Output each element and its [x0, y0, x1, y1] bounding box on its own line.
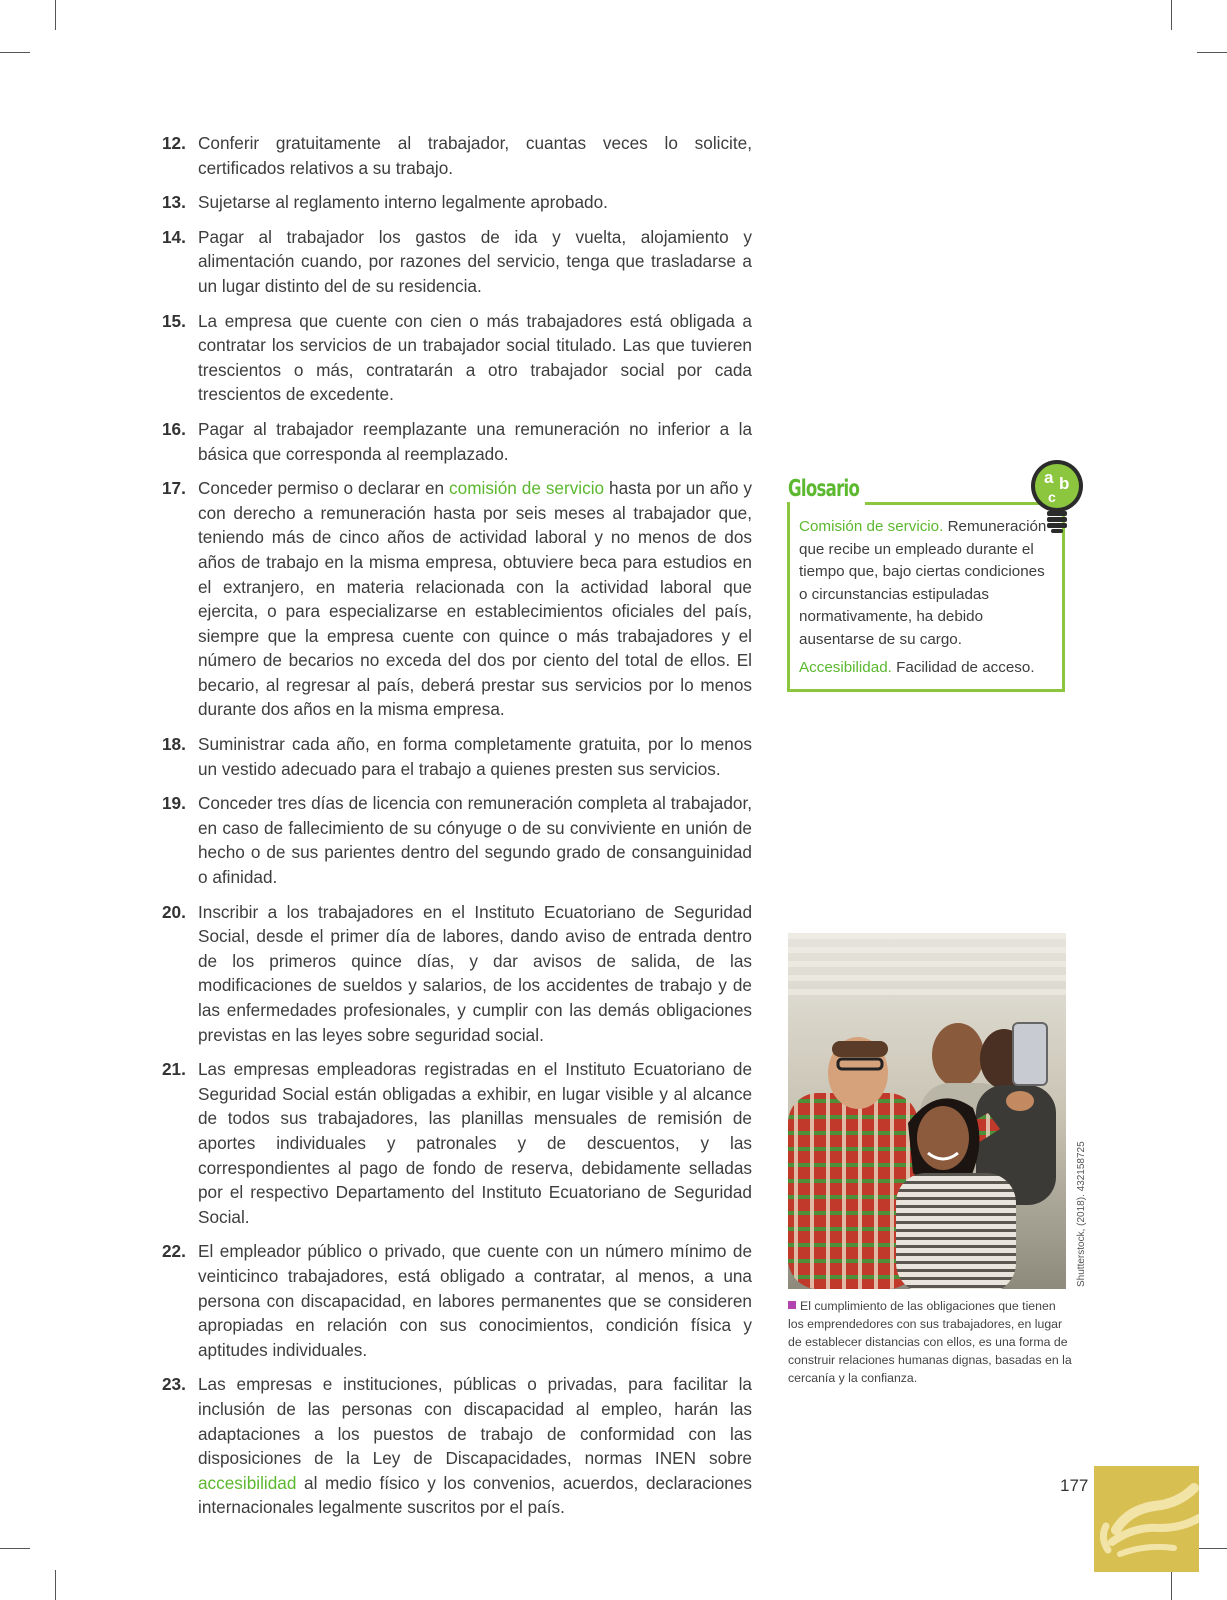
- crop-mark: [0, 52, 30, 53]
- glossary-term-link: accesibilidad: [198, 1472, 297, 1493]
- obligation-item: [158, 732, 752, 781]
- page-number: 177: [1060, 1476, 1089, 1495]
- obligation-item: [158, 791, 752, 889]
- item-number: 14.: [162, 226, 186, 247]
- item-text: al medio físico y los convenios, acuerdos, declaraciones internacionales legalmente suscritos por el país.: [198, 1472, 752, 1518]
- photo-credit: Shutterstock, (2018). 432158725: [1076, 1141, 1087, 1287]
- item-text: Conferir gratuitamente al trabajador, cuantas veces lo solicite, certificados relativos a su trabajo.: [198, 133, 752, 178]
- item-number: 15.: [162, 310, 186, 331]
- glossary-term: Accesibilidad.: [799, 658, 892, 676]
- item-text: Las empresas e instituciones, públicas o privadas, para facilitar la inclusión de las personas con discapacidad al empleo, harán las adaptaciones a los puestos de trabajo de conformidad con las disposiciones de la Ley de Discapacidades, normas INEN sobre: [198, 1374, 752, 1469]
- glossary-term-link: comisión de servicio: [449, 478, 605, 499]
- item-number: 19.: [162, 793, 186, 814]
- crop-mark: [55, 1570, 56, 1600]
- obligation-item: [158, 417, 752, 466]
- item-number: 21.: [162, 1059, 186, 1080]
- crop-mark: [55, 0, 56, 30]
- glossary-term: Comisión de servicio.: [799, 518, 944, 535]
- glossary-icon-letter: c: [1048, 489, 1056, 505]
- obligation-item: [158, 309, 752, 407]
- obligations-list: [158, 131, 752, 1530]
- glossary-icon-letter: a: [1044, 468, 1054, 487]
- item-number: 16.: [162, 418, 186, 439]
- corner-decoration: [1094, 1466, 1199, 1572]
- item-text: Las empresas empleadoras registradas en el Instituto Ecuatoriano de Seguridad Social están obligadas a exhibir, en lugar visible y al alcance de todos sus trabajadores, las planillas mensuales de remisión de aportes individuales y patronales y de descuentos, y las correspondientes al pago de fondo de reserva, debidamente selladas por el respectivo Departamento del Instituto Ecuatoriano de Seguridad Social.: [198, 1059, 752, 1227]
- item-number: 12.: [162, 133, 186, 153]
- item-text: Pagar al trabajador reemplazante una remuneración no inferior a la básica que corresponda al reemplazado.: [198, 418, 752, 464]
- crop-mark: [1171, 0, 1172, 30]
- item-number: 13.: [162, 192, 186, 213]
- glossary-divider: [865, 502, 1040, 505]
- item-text: hasta por un año y con derecho a remuneración hasta por seis meses al trabajador que, teniendo más de cinco años de actividad laboral y no menos de dos años de trabajo en la misma empresa, obtuviere beca para estudios en el extranjero, en materia relacionada con la actividad laboral que ejercita, o para especializarse en establecimientos oficiales del país, siempre que la empresa cuente con quince o más trabajadores y el número de becarios no exceda del dos por ciento del total de ellos. El becario, al regresar al país, deberá prestar sus servicios por lo menos durante dos años en la misma empresa.: [198, 478, 752, 720]
- glossary-title: Glosario: [788, 476, 860, 502]
- glossary-definition: Facilidad de acceso.: [891, 658, 1035, 676]
- item-number: 20.: [162, 901, 186, 922]
- obligation-item: [158, 1057, 752, 1229]
- item-text: Conceder tres días de licencia con remuneración completa al trabajador, en caso de fallecimiento de su cónyuge o de su conviviente en unión de hecho o de sus parientes dentro del segundo grado de consanguinidad o afinidad.: [198, 793, 752, 888]
- obligation-item: [158, 131, 752, 180]
- item-number: 23.: [162, 1374, 186, 1395]
- glossary-entry: [799, 516, 1055, 652]
- item-text: Suministrar cada año, en forma completamente gratuita, por lo menos un vestido adecuado para el trabajo a quienes presten sus servicios.: [198, 734, 752, 779]
- crop-mark: [1197, 52, 1227, 53]
- glossary-body: [799, 516, 1055, 684]
- obligation-item: [158, 225, 752, 299]
- item-number: 22.: [162, 1241, 186, 1262]
- glossary-definition: Remuneración que recibe un empleado durante el tiempo que, bajo ciertas condiciones o circunstancias estipuladas normativamente, ha debido ausentarse de su cargo.: [799, 518, 1047, 648]
- item-text: Sujetarse al reglamento interno legalmente aprobado.: [198, 192, 608, 213]
- item-text: Inscribir a los trabajadores en el Instituto Ecuatoriano de Seguridad Social, desde el primer día de labores, dando aviso de entrada dentro de los primeros quince días, y dar avisos de salida, de las modificaciones de sueldos y salarios, de los accidentes de trabajo y de las enfermedades profesionales, y cumplir con las demás obligaciones previstas en las leyes sobre seguridad social.: [198, 901, 752, 1045]
- obligation-item: [158, 190, 752, 215]
- item-text: Pagar al trabajador los gastos de ida y vuelta, alojamiento y alimentación cuando, por razones del servicio, tenga que trasladarse a un lugar distinto del de su residencia.: [198, 226, 752, 296]
- obligation-item: [158, 476, 752, 722]
- crop-mark: [0, 1548, 30, 1549]
- item-number: 17.: [162, 478, 186, 499]
- photo-caption-text: El cumplimiento de las obligaciones que tienen los emprendedores con sus trabajadores, en lugar de establecer distancias con ellos, es una forma de construir relaciones humanas dignas, basadas en la cercanía y la confianza.: [788, 1299, 1072, 1385]
- item-text: Conceder permiso o declarar en: [198, 478, 450, 499]
- photo-caption: [788, 1297, 1072, 1387]
- obligation-item: [158, 1239, 752, 1362]
- crop-mark: [1197, 1548, 1227, 1549]
- glossary-box: [787, 468, 1070, 692]
- hand-logo-icon: [1094, 1466, 1199, 1572]
- group-selfie-photo: [788, 933, 1066, 1289]
- glossary-entry: [799, 657, 1055, 680]
- caption-bullet-icon: [788, 1301, 796, 1309]
- item-number: 18.: [162, 734, 186, 755]
- obligation-item: [158, 900, 752, 1048]
- item-text: La empresa que cuente con cien o más trabajadores está obligada a contratar los servicios de un trabajador social titulado. Las que tuvieren trescientos o más, contratarán a otro trabajador social por cada trescientos de excedente.: [198, 310, 752, 405]
- glossary-icon-letter: b: [1059, 474, 1070, 493]
- obligation-item: [158, 1372, 752, 1520]
- item-text: El empleador público o privado, que cuente con un número mínimo de veinticinco trabajadores, está obligado a contratar, al menos, a una persona con discapacidad, en labores permanentes que se consideren apropiadas en relación con sus conocimientos, condición física y aptitudes individuales.: [198, 1241, 752, 1360]
- crop-mark: [1171, 1570, 1172, 1600]
